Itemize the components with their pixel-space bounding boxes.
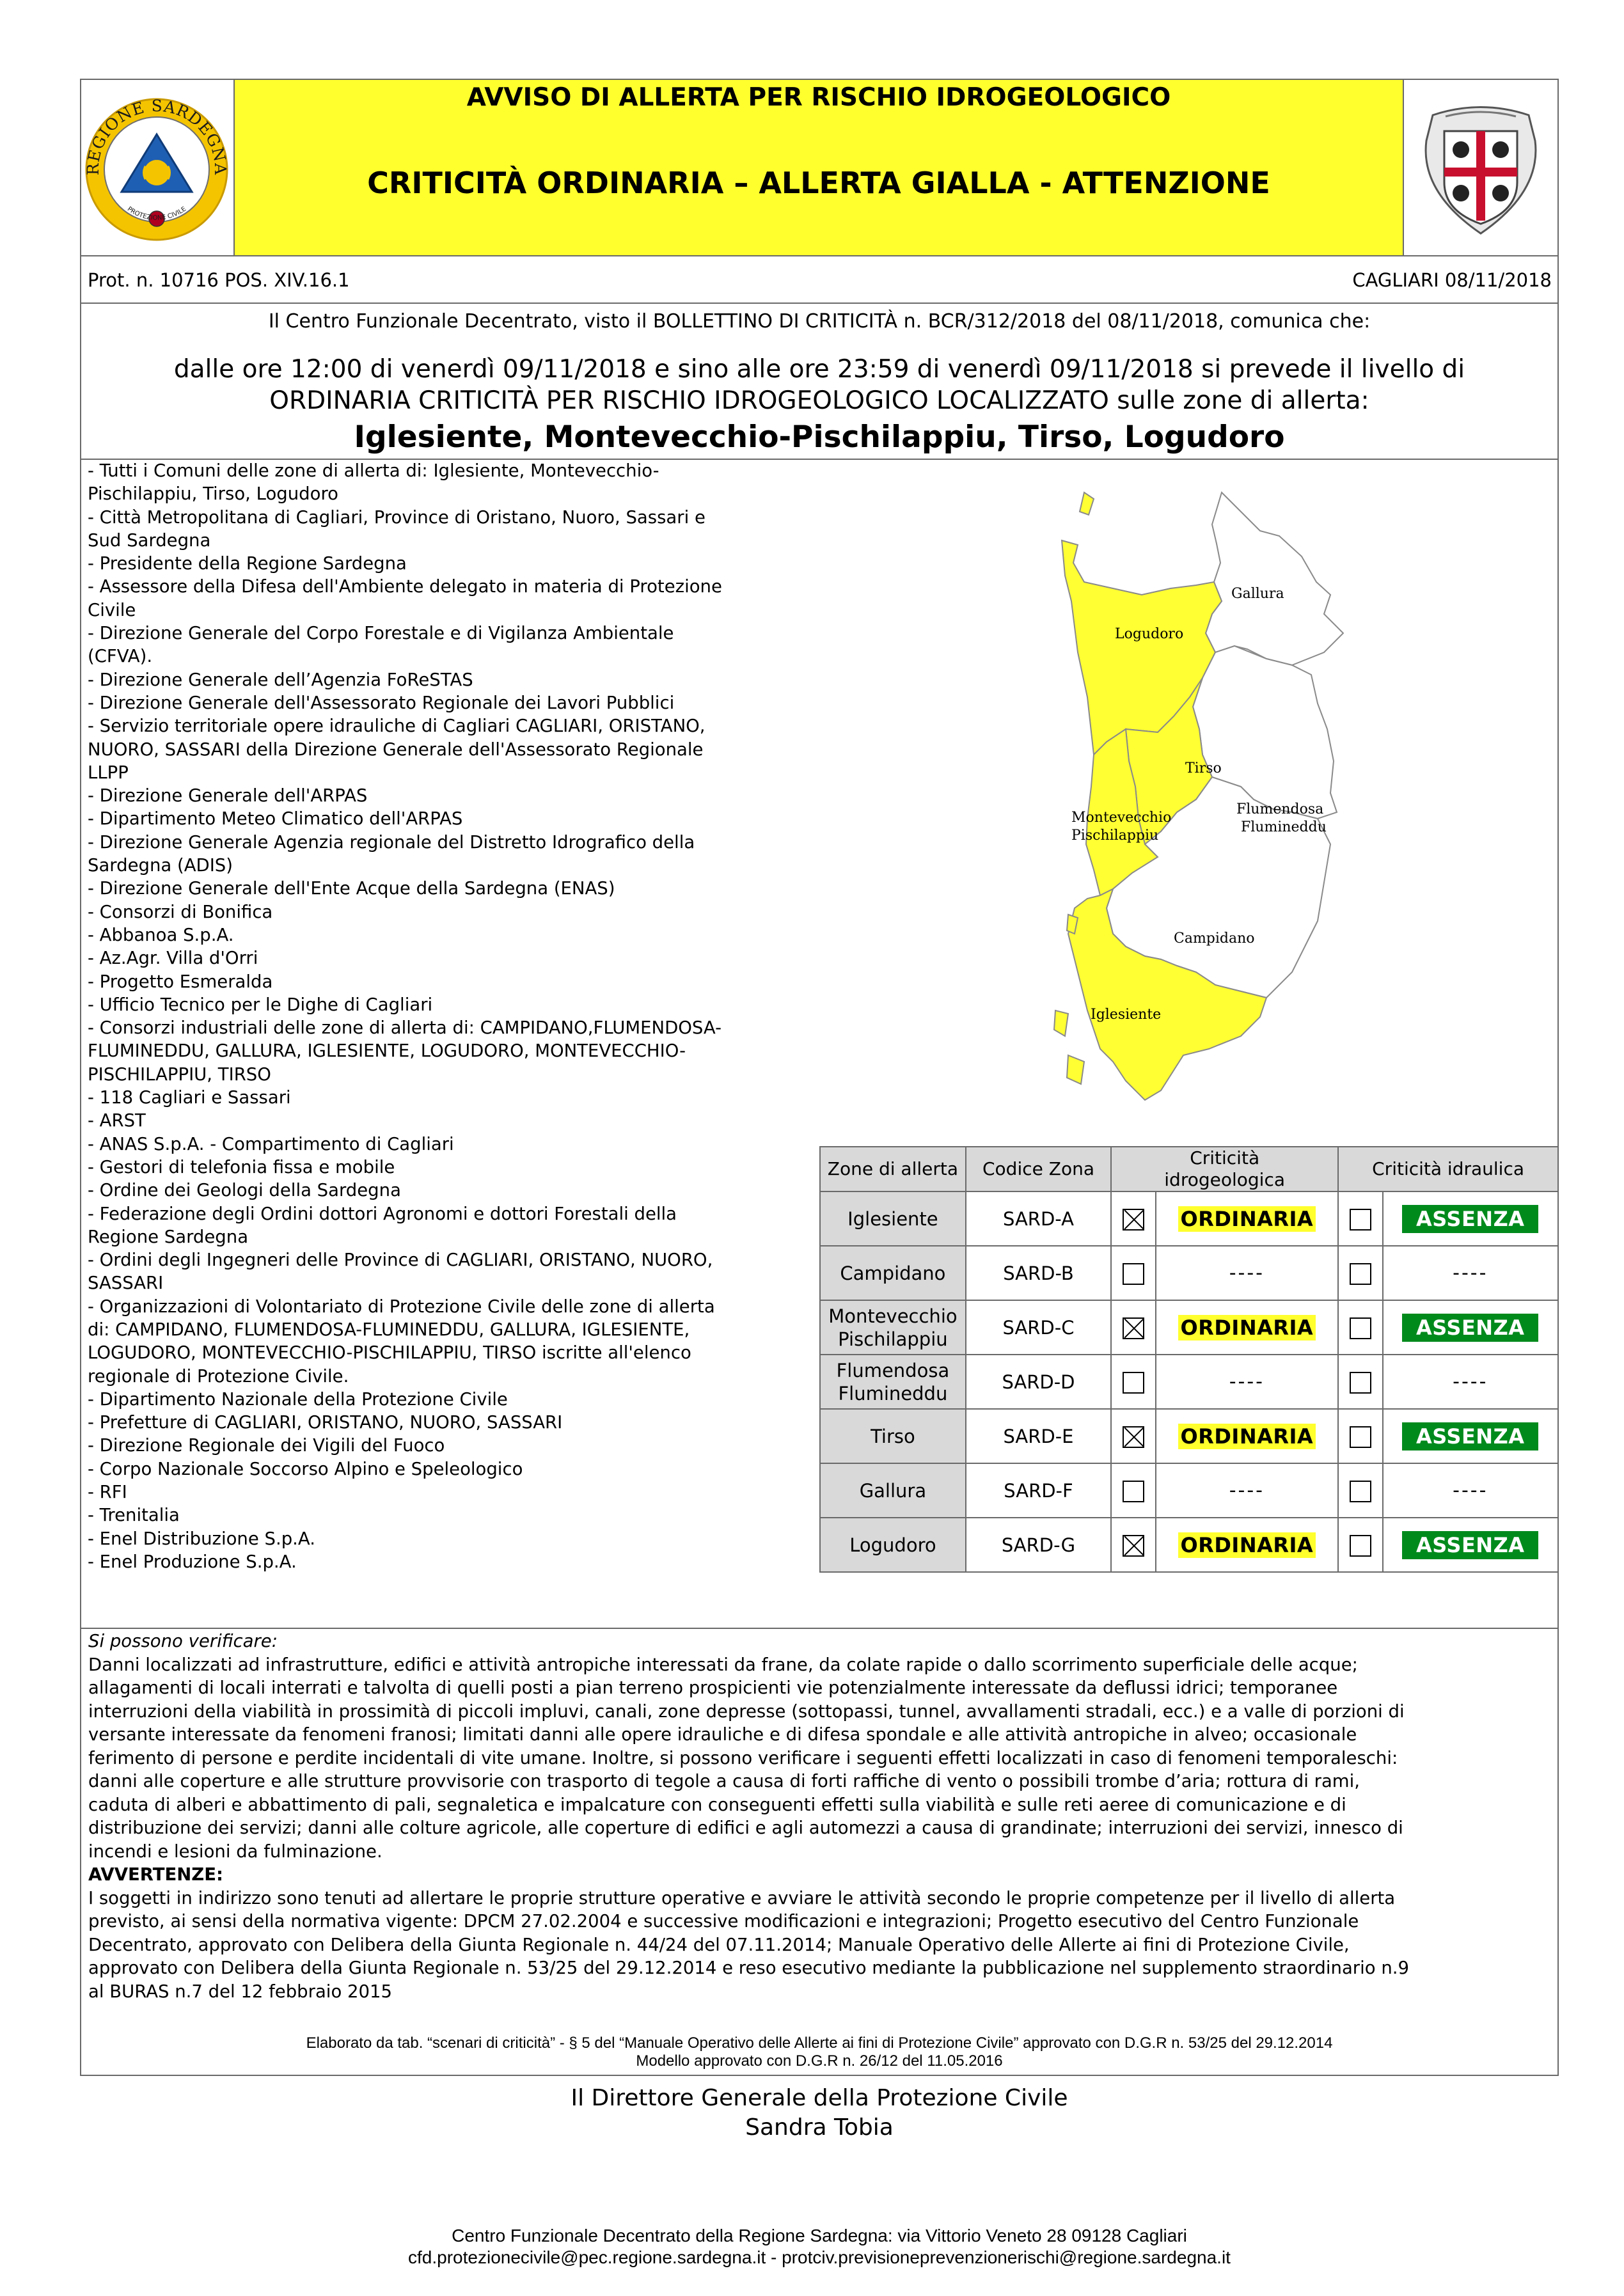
hydraulic-checkbox-cell (1338, 1300, 1382, 1355)
hydraulic-level: ASSENZA (1402, 1314, 1538, 1342)
recipient-line: - Progetto Esmeralda (88, 971, 273, 992)
effects-line: ferimento di persone e perdite incidentali di vite umane. Inoltre, si possono verificare i seguenti effetti localizzati in caso di fenomeni temporaleschi: (88, 1747, 1398, 1768)
table-row (820, 1246, 1558, 1300)
warnings-heading: AVVERTENZE: (88, 1864, 223, 1885)
recipient-line: - Enel Distribuzione S.p.A. (88, 1528, 315, 1549)
note-line-1: Elaborato da tab. “scenari di criticità” - § 5 del “Manuale Operativo delle Allerte ai fini di Protezione Civile” approvato con D.G.R n. 53/25 del 29.12.2014 (306, 2034, 1333, 2052)
table-row (820, 1518, 1558, 1572)
warnings-line: Decentrato, approvato con Delibera della Giunta Regionale n. 44/24 del 07.11.2014; Manuale Operativo delle Allerte ai fini di Protezione Civile, (88, 1934, 1350, 1955)
header-zone: Zone di allerta (820, 1147, 966, 1191)
recipient-line: - ANAS S.p.A. - Compartimento di Cagliari (88, 1133, 454, 1154)
warnings-line: previsto, ai sensi della normativa vigente: DPCM 27.02.2004 e successive modificazioni e integrazioni; Progetto esecutivo del Centro Funzionale (88, 1911, 1359, 1931)
header-hydrogeo (1111, 1147, 1338, 1191)
recipient-line: - Prefetture di CAGLIARI, ORISTANO, NUORO, SASSARI (88, 1412, 563, 1433)
recipient-line: - Corpo Nazionale Soccorso Alpino e Speleologico (88, 1458, 523, 1479)
hydrogeo-level-cell (1156, 1463, 1339, 1518)
header-hydraulic: Criticità idraulica (1338, 1147, 1558, 1191)
hydrogeo-level: ORDINARIA (1178, 1315, 1316, 1341)
hydraulic-checkbox[interactable] (1350, 1481, 1371, 1502)
hydraulic-checkbox-cell (1338, 1246, 1382, 1300)
zone-name-cell (820, 1246, 966, 1300)
forecast-zones: Iglesiente, Montevecchio-Pischilappiu, Tirso, Logudoro (354, 420, 1285, 455)
recipients-list (88, 459, 817, 1573)
recipient-line: LLPP (88, 762, 129, 783)
footer-emails: cfd.protezionecivile@pec.regione.sardegna.it - protciv.previsioneprevenzionerischi@regione.sardegna.it (408, 2247, 1231, 2267)
hydrogeo-checkbox-cell (1111, 1191, 1155, 1246)
hydraulic-checkbox-cell (1338, 1463, 1382, 1518)
hydraulic-level: ASSENZA (1402, 1531, 1538, 1559)
sardinia-coat-of-arms-icon (1407, 96, 1554, 243)
map-label-campidano: Campidano (1174, 931, 1255, 947)
zone-name-cell (820, 1191, 966, 1246)
intro-text: Il Centro Funzionale Decentrato, visto il BOLLETTINO DI CRITICITÀ n. BCR/312/2018 del 08/11/2018, comunica che: (268, 310, 1371, 333)
hydrogeo-checkbox-cell (1111, 1355, 1155, 1409)
hydrogeo-checkbox[interactable] (1123, 1372, 1144, 1394)
hydrogeo-checkbox-cell (1111, 1246, 1155, 1300)
zone-name-cell (820, 1463, 966, 1518)
hydrogeo-checkbox-cell (1111, 1300, 1155, 1355)
recipient-line: Pischilappiu, Tirso, Logudoro (88, 484, 338, 505)
recipient-line: - Trenitalia (88, 1505, 180, 1526)
hydraulic-checkbox[interactable] (1350, 1317, 1371, 1339)
table-row (820, 1409, 1558, 1463)
zone-name-line-1: Iglesiente (847, 1207, 938, 1230)
map-label-montevecchio-2: Pischilappiu (1071, 828, 1159, 844)
recipient-line: regionale di Protezione Civile. (88, 1365, 349, 1387)
effects-line: interruzioni della viabilità in prossimità di piccoli impluvi, canali, zone depresse (sottopassi, tunnel, avvallamenti stradali, ecc.) e a valle di porzioni di (88, 1701, 1405, 1722)
recipient-line: di: CAMPIDANO, FLUMENDOSA-FLUMINEDDU, GALLURA, IGLESIENTE, (88, 1319, 690, 1340)
hydraulic-checkbox[interactable] (1350, 1372, 1371, 1394)
zone-code-cell: SARD-F (966, 1463, 1111, 1518)
map-label-montevecchio-1: Montevecchio (1071, 810, 1172, 826)
hydraulic-checkbox-cell (1338, 1355, 1382, 1409)
map-label-gallura: Gallura (1231, 586, 1284, 602)
hydraulic-level: ---- (1453, 1371, 1488, 1393)
map-label-flumendosa-2: Flumineddu (1241, 819, 1327, 835)
zone-code-cell: SARD-E (966, 1409, 1111, 1463)
recipient-line: - Dipartimento Nazionale della Protezione Civile (88, 1388, 508, 1410)
hydrogeo-level: ORDINARIA (1178, 1206, 1316, 1232)
hydraulic-checkbox-cell (1338, 1518, 1382, 1572)
hydrogeo-level: ORDINARIA (1178, 1532, 1316, 1558)
recipient-line: - Direzione Generale Agenzia regionale del Distretto Idrografico della (88, 831, 695, 853)
recipient-line: FLUMINEDDU, GALLURA, IGLESIENTE, LOGUDORO, MONTEVECCHIO- (88, 1041, 686, 1062)
recipient-line: - Organizzazioni di Volontariato di Protezione Civile delle zone di allerta (88, 1296, 715, 1317)
hydrogeo-checkbox[interactable] (1123, 1481, 1144, 1502)
note-line-2: Modello approvato con D.G.R n. 26/12 del 11.05.2016 (636, 2052, 1003, 2070)
zone-name-line-1: Montevecchio (828, 1305, 958, 1327)
hydrogeo-checkbox[interactable] (1123, 1317, 1144, 1339)
signature-role: Il Direttore Generale della Protezione Civile (571, 2085, 1068, 2111)
warnings-line: approvato con Delibera della Giunta Regionale n. 53/25 del 29.12.2014 e reso esecutivo mediante la pubblicazione nel supplemento straordinario n.9 (88, 1958, 1409, 1978)
place-date: CAGLIARI 08/11/2018 (1352, 269, 1552, 291)
effects-section (88, 1630, 1553, 2003)
recipient-line: NUORO, SASSARI della Direzione Generale dell'Assessorato Regionale (88, 739, 704, 760)
header-code: Codice Zona (966, 1147, 1111, 1191)
hydraulic-checkbox[interactable] (1350, 1535, 1371, 1557)
alert-title: AVVISO DI ALLERTA PER RISCHIO IDROGEOLOGICO (466, 83, 1171, 112)
zone-name-line-1: Flumendosa (836, 1359, 950, 1381)
hydraulic-level-cell (1383, 1300, 1558, 1355)
map-label-logudoro: Logudoro (1115, 626, 1184, 642)
zone-code-cell: SARD-G (966, 1518, 1111, 1572)
recipient-line: - Direzione Generale dell'Ente Acque della Sardegna (ENAS) (88, 878, 615, 899)
zone-name-cell (820, 1300, 966, 1355)
table-body (820, 1191, 1558, 1572)
hydraulic-level: ---- (1453, 1479, 1488, 1502)
recipients-lines (88, 459, 817, 1573)
hydrogeo-level: ---- (1229, 1262, 1265, 1284)
recipient-line: - Presidente della Regione Sardegna (88, 553, 407, 574)
recipient-line: - Ordine dei Geologi della Sardegna (88, 1180, 401, 1201)
recipient-line: - Consorzi industriali delle zone di allerta di: CAMPIDANO,FLUMENDOSA- (88, 1018, 722, 1039)
recipient-line: Sardegna (ADIS) (88, 855, 233, 876)
zone-code-cell: SARD-D (966, 1355, 1111, 1409)
footer-address: Centro Funzionale Decentrato della Regione Sardegna: via Vittorio Veneto 28 09128 Cagliari (452, 2226, 1187, 2245)
hydraulic-checkbox-cell (1338, 1409, 1382, 1463)
hydrogeo-checkbox[interactable] (1123, 1263, 1144, 1285)
warnings-lines (88, 1887, 1553, 2004)
zone-name-line-1: Logudoro (849, 1534, 936, 1556)
hydraulic-level-cell (1383, 1518, 1558, 1572)
recipient-line: - Abbanoa S.p.A. (88, 924, 234, 945)
hydraulic-level: ---- (1453, 1262, 1488, 1284)
recipient-line: - Enel Produzione S.p.A. (88, 1551, 297, 1572)
table-header-row (820, 1147, 1558, 1191)
recipient-line: - 118 Cagliari e Sassari (88, 1087, 291, 1108)
recipient-line: Sud Sardegna (88, 530, 211, 551)
map-zone-gallura (1206, 492, 1343, 665)
hydrogeo-checkbox[interactable] (1123, 1209, 1144, 1231)
hydrogeo-level-cell (1156, 1355, 1339, 1409)
svg-text:REGIONE SARDEGNA: REGIONE SARDEGNA (83, 96, 230, 176)
effects-line: allagamenti di locali interrati e talvolta di quelli posti a pian terreno prospicienti vie potenzialmente interessate da deflussi idrici; temporanee (88, 1678, 1338, 1698)
zone-name-line-1: Tirso (871, 1425, 915, 1447)
recipient-line: Regione Sardegna (88, 1226, 249, 1247)
map-label-iglesiente: Iglesiente (1091, 1007, 1162, 1023)
effects-line: distribuzione dei servizi; danni alle colture agricole, alle coperture di edifici e agli automezzi a causa di grandinate; interruzioni dei servizi, innesco di (88, 1818, 1403, 1838)
forecast-line-2: ORDINARIA CRITICITÀ PER RISCHIO IDROGEOLOGICO LOCALIZZATO sulle zone di allerta: (269, 386, 1369, 415)
table-row (820, 1191, 1558, 1246)
sardinia-alert-map (1049, 486, 1350, 1110)
hydraulic-level: ASSENZA (1402, 1422, 1538, 1451)
recipient-line: - RFI (88, 1482, 127, 1503)
hydrogeo-level: ORDINARIA (1178, 1424, 1316, 1449)
zone-name-cell (820, 1409, 966, 1463)
recipient-line: (CFVA). (88, 646, 153, 667)
hydraulic-level-cell (1383, 1191, 1558, 1246)
recipient-line: - Consorzi di Bonifica (88, 901, 273, 922)
warnings-line: al BURAS n.7 del 12 febbraio 2015 (88, 1981, 392, 2002)
recipient-line: - Direzione Generale dell'ARPAS (88, 785, 368, 806)
recipient-line: - Assessore della Difesa dell'Ambiente delegato in materia di Protezione (88, 576, 722, 597)
hydrogeo-level-cell (1156, 1300, 1339, 1355)
effects-line: incendi e lesioni da fulminazione. (88, 1841, 382, 1862)
hydrogeo-level-cell (1156, 1409, 1339, 1463)
effects-lines (88, 1653, 1553, 1864)
recipient-line: Civile (88, 599, 136, 620)
recipient-line: - Dipartimento Meteo Climatico dell'ARPAS (88, 808, 463, 830)
map-label-tirso: Tirso (1185, 760, 1222, 776)
alert-zones-table (819, 1146, 1559, 1573)
forecast-line-1: dalle ore 12:00 di venerdì 09/11/2018 e sino alle ore 23:59 di venerdì 09/11/2018 si prevede il livello di (173, 355, 1465, 384)
hydraulic-checkbox[interactable] (1350, 1209, 1371, 1231)
recipient-line: - ARST (88, 1110, 146, 1131)
zone-code-cell: SARD-B (966, 1246, 1111, 1300)
zone-code-cell: SARD-A (966, 1191, 1111, 1246)
recipient-line: LOGUDORO, MONTEVECCHIO-PISCHILAPPIU, TIRSO iscritte all'elenco (88, 1342, 691, 1364)
recipient-line: - Città Metropolitana di Cagliari, Province di Oristano, Nuoro, Sassari e (88, 507, 706, 528)
hydraulic-checkbox[interactable] (1350, 1426, 1371, 1448)
map-label-flumendosa-1: Flumendosa (1236, 801, 1324, 817)
hydrogeo-level: ---- (1229, 1371, 1265, 1393)
recipient-line: SASSARI (88, 1273, 164, 1294)
warnings-line: I soggetti in indirizzo sono tenuti ad allertare le proprie strutture operative e avviare le attività secondo le proprie competenze per il livello di allerta (88, 1887, 1396, 1908)
recipient-line: - Ordini degli Ingegneri delle Province di CAGLIARI, ORISTANO, NUORO, (88, 1250, 713, 1271)
recipient-line: - Federazione degli Ordini dottori Agronomi e dottori Forestali della (88, 1203, 677, 1224)
header-hydrogeo-l1: Criticità (1190, 1147, 1260, 1168)
recipient-line: - Servizio territoriale opere idrauliche di Cagliari CAGLIARI, ORISTANO, (88, 716, 706, 737)
hydrogeo-checkbox-cell (1111, 1518, 1155, 1572)
signature-name: Sandra Tobia (745, 2114, 894, 2141)
table-row (820, 1463, 1558, 1518)
hydrogeo-level-cell (1156, 1191, 1339, 1246)
recipient-line: PISCHILAPPIU, TIRSO (88, 1064, 271, 1085)
recipient-line: - Direzione Generale dell’Agenzia FoReSTAS (88, 669, 473, 690)
hydraulic-level-cell (1383, 1246, 1558, 1300)
recipient-line: - Direzione Generale del Corpo Forestale e di Vigilanza Ambientale (88, 623, 674, 644)
zone-name-cell (820, 1355, 966, 1409)
zone-name-cell (820, 1518, 966, 1572)
recipient-line: - Direzione Generale dell'Assessorato Regionale dei Lavori Pubblici (88, 692, 675, 713)
recipient-line: - Az.Agr. Villa d'Orri (88, 948, 258, 969)
hydraulic-level-cell (1383, 1355, 1558, 1409)
header-hydrogeo-l2: idrogeologica (1164, 1169, 1286, 1190)
zone-name-line-1: Gallura (859, 1479, 927, 1502)
protezione-civile-logo (83, 96, 230, 243)
effects-heading: Si possono verificare: (88, 1631, 278, 1651)
recipient-line: - Direzione Regionale dei Vigili del Fuoco (88, 1435, 445, 1456)
hydrogeo-level-cell (1156, 1518, 1339, 1572)
effects-line: versante interessate da fenomeni franosi; limitati danni alle opere idrauliche e di difesa spondale e alle attività antropiche in alveo; occasionale (88, 1724, 1357, 1745)
table-row (820, 1300, 1558, 1355)
hydraulic-checkbox[interactable] (1350, 1263, 1371, 1285)
zone-name-line-2: Flumineddu (838, 1382, 948, 1404)
hydrogeo-checkbox[interactable] (1123, 1426, 1144, 1448)
protocol-number: Prot. n. 10716 POS. XIV.16.1 (88, 269, 350, 291)
effects-line: Danni localizzati ad infrastrutture, edifici e attività antropiche interessati da frane, da colate rapide o dallo scorrimento superficiale delle acque; (88, 1654, 1358, 1675)
hydrogeo-checkbox[interactable] (1123, 1535, 1144, 1557)
effects-line: danni alle coperture e alle strutture provvisorie con trasporto di tegole a causa di forti raffiche di vento o possibili trombe d’aria; rottura di rami, (88, 1771, 1360, 1791)
zone-name-line-1: Campidano (840, 1262, 946, 1284)
hydraulic-checkbox-cell (1338, 1191, 1382, 1246)
zone-name-line-2: Pischilappiu (838, 1328, 948, 1350)
svg-text:PROTEZIONE CIVILE: PROTEZIONE CIVILE (125, 205, 188, 222)
hydraulic-level: ASSENZA (1402, 1205, 1538, 1233)
hydrogeo-checkbox-cell (1111, 1409, 1155, 1463)
hydraulic-level-cell (1383, 1463, 1558, 1518)
hydraulic-level-cell (1383, 1409, 1558, 1463)
recipient-line: - Tutti i Comuni delle zone di allerta di: Iglesiente, Montevecchio- (88, 460, 659, 481)
hydrogeo-level: ---- (1229, 1479, 1265, 1502)
alert-subtitle: CRITICITÀ ORDINARIA – ALLERTA GIALLA - ATTENZIONE (367, 166, 1270, 200)
hydrogeo-level-cell (1156, 1246, 1339, 1300)
effects-line: caduta di alberi e abbattimento di pali, segnaletica e impalcature con conseguenti effetti sulla viabilità e sulle reti aeree di comunicazione e di (88, 1794, 1346, 1815)
hydrogeo-checkbox-cell (1111, 1463, 1155, 1518)
table-row (820, 1355, 1558, 1409)
recipient-line: - Gestori di telefonia fissa e mobile (88, 1156, 395, 1177)
zone-code-cell: SARD-C (966, 1300, 1111, 1355)
recipient-line: - Ufficio Tecnico per le Dighe di Cagliari (88, 994, 433, 1015)
